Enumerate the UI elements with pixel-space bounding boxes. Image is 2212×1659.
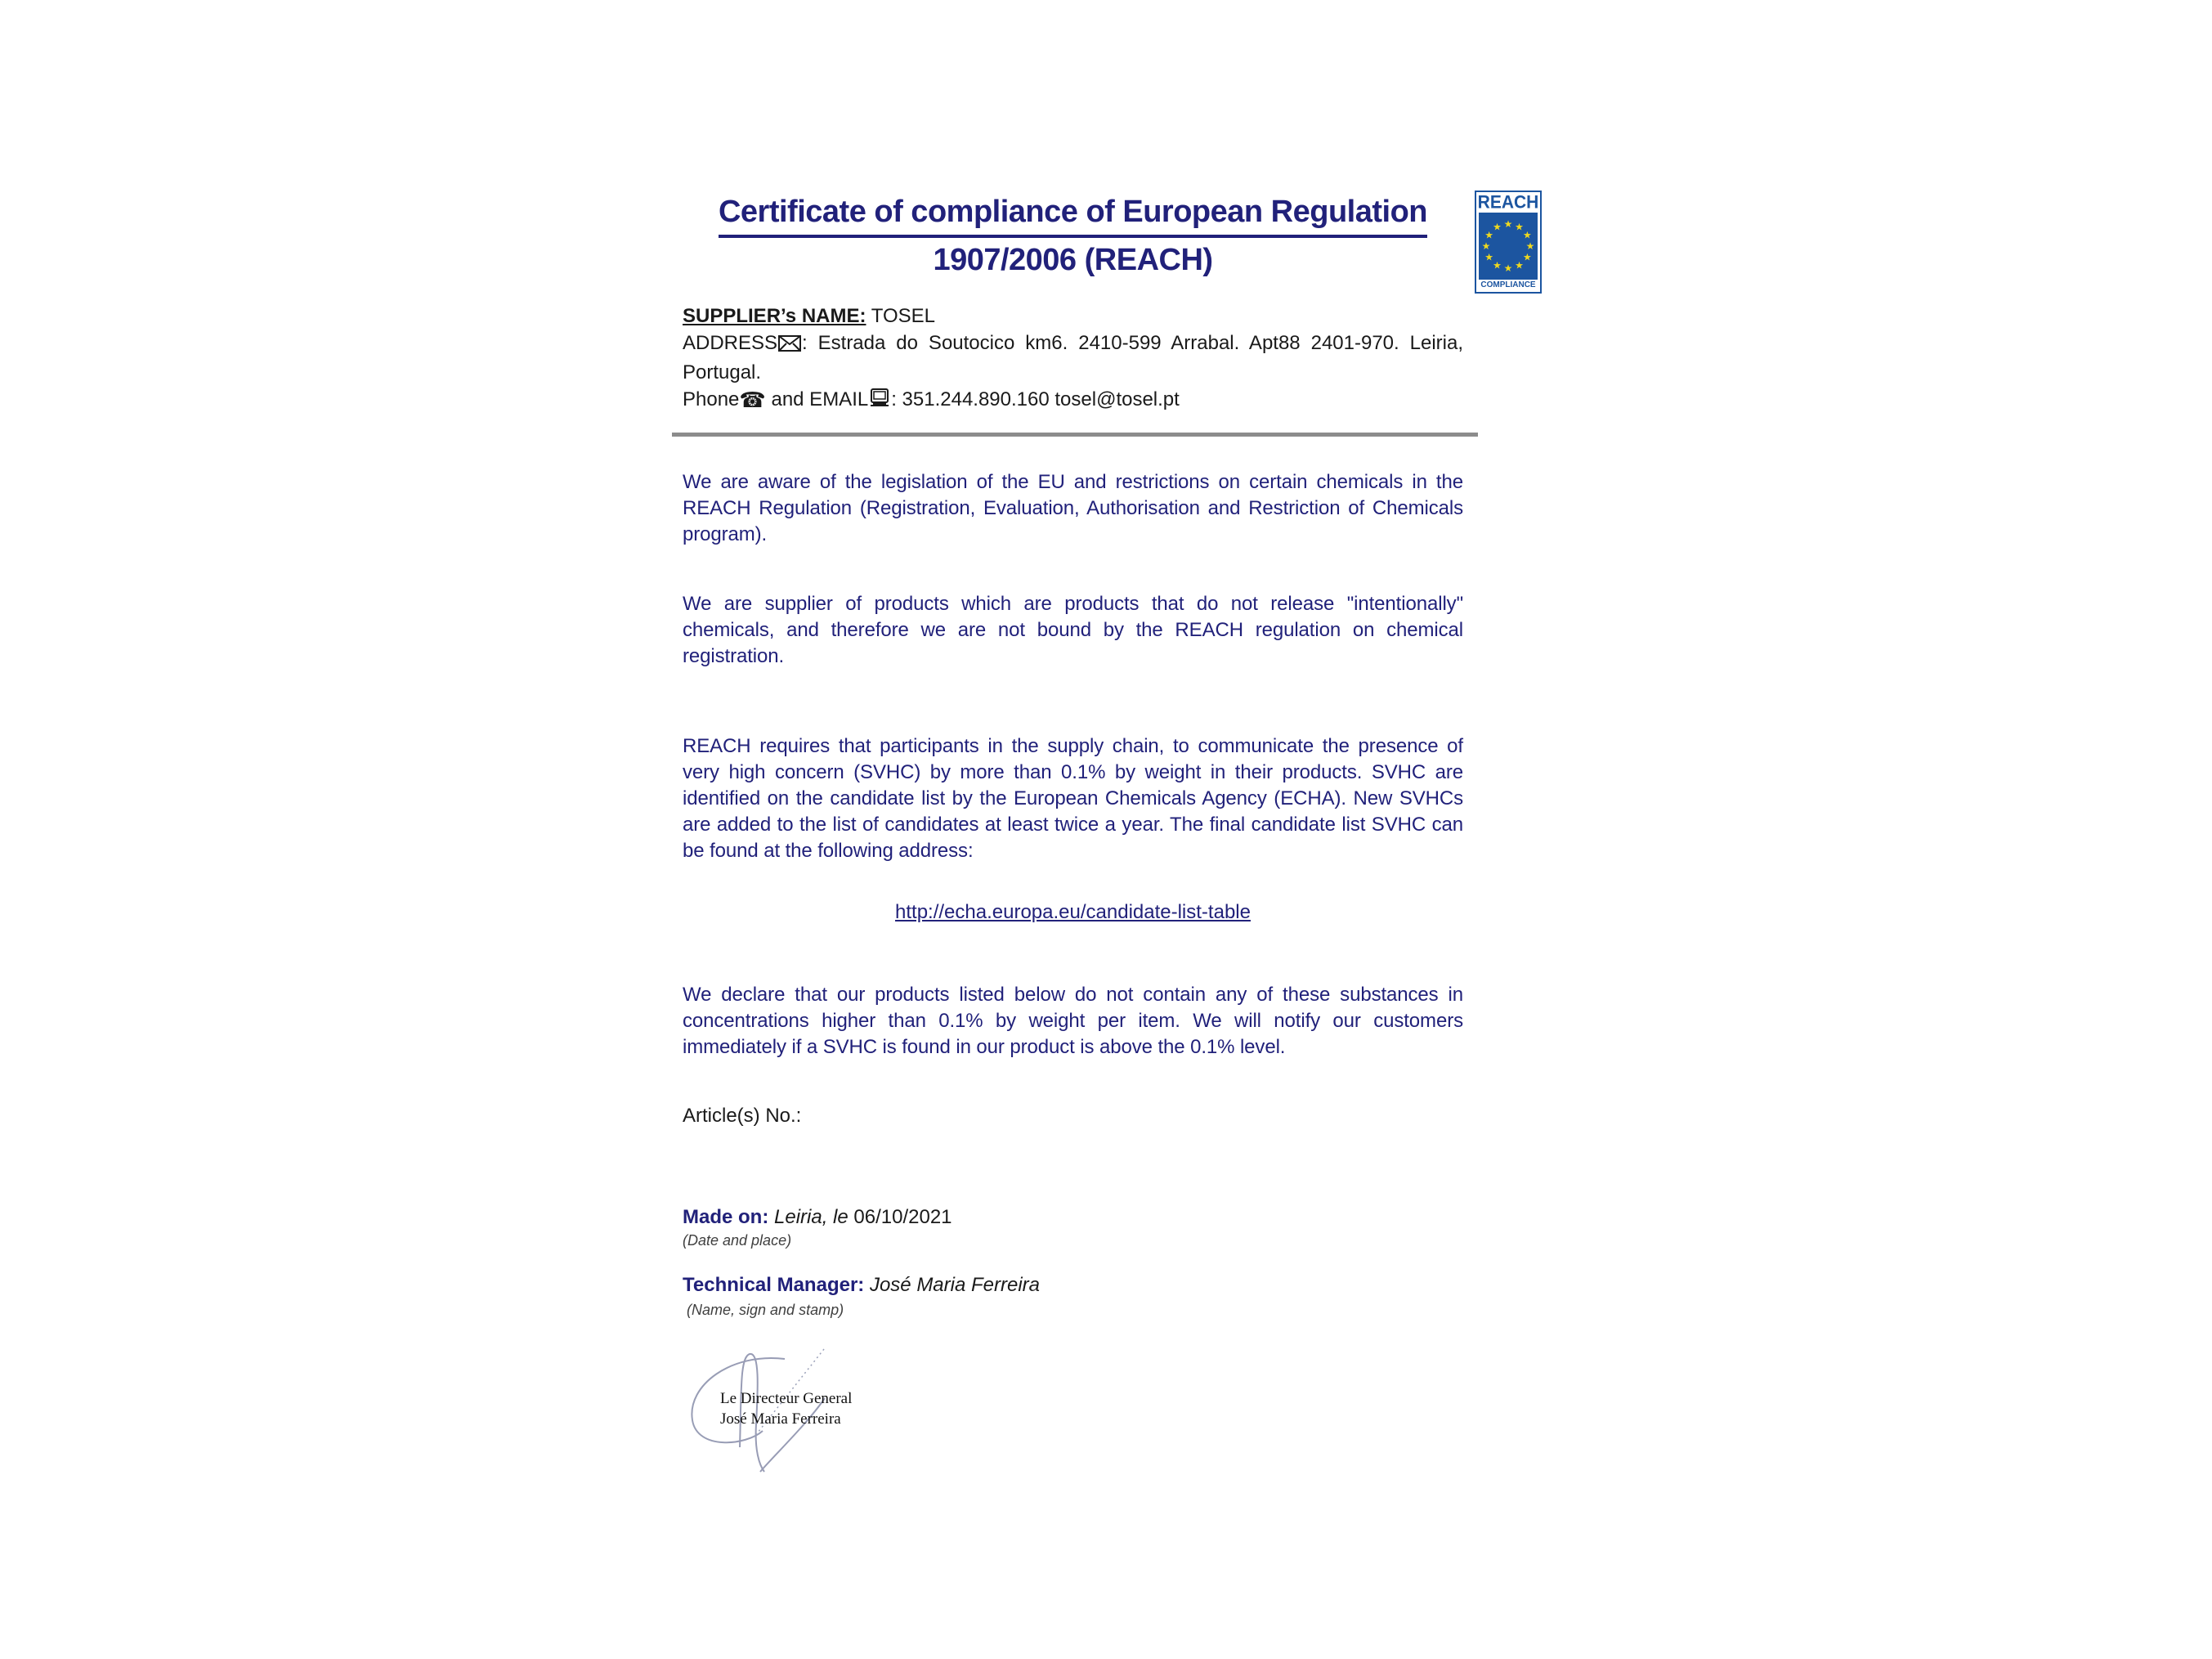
- address-label: ADDRESS: [683, 332, 778, 354]
- star-icon: ★: [1484, 251, 1493, 262]
- phone-email-value: : 351.244.890.160 tosel@tosel.pt: [891, 388, 1180, 410]
- paragraph-awareness: We are aware of the legislation of the EU and restrictions on certain chemicals in the REACH Regulation (Registration, Evaluation, Authorisation and Restriction of Chemicals program).: [683, 471, 1463, 545]
- name-sign-stamp-note: (Name, sign and stamp): [687, 1302, 844, 1318]
- phone-label: Phone: [683, 388, 740, 410]
- page-title: [683, 190, 1463, 282]
- candidate-list-link-row: [683, 901, 1463, 924]
- eu-stars-icon: [1479, 213, 1538, 280]
- made-on-place: Leiria, le: [774, 1206, 849, 1228]
- articles-label: Article(s) No.:: [683, 1105, 802, 1127]
- paragraph-supplier-statement: We are supplier of products which are products that do not release "intentionally" chemicals, and therefore we are not bound by the REACH regulation on chemical registration.: [683, 593, 1463, 667]
- supplier-address-line: [683, 330, 1463, 386]
- paragraph-svhc: REACH requires that participants in the supply chain, to communicate the presence of very high concern (SVHC) by more than 0.1% by weight in their products. SVHC are identified on the candidate list by the European Chemicals Agency (ECHA). New SVHCs are added to the list of candidates at least twice a year. The final candidate list SVHC can be found at the following address:: [683, 735, 1463, 862]
- made-on-label: Made on:: [683, 1206, 769, 1228]
- envelope-icon: [778, 332, 801, 359]
- technical-manager-name: José Maria Ferreira: [869, 1274, 1041, 1296]
- signature-name: José Maria Ferreira: [720, 1410, 841, 1428]
- star-icon: ★: [1525, 240, 1535, 252]
- signature-title: Le Directeur General: [720, 1390, 853, 1407]
- star-icon: ★: [1493, 258, 1502, 271]
- computer-icon: [869, 388, 890, 415]
- star-icon: ★: [1515, 221, 1524, 233]
- paragraph-declaration: We declare that our products listed below do not contain any of these substances in concentrations higher than 0.1% by weight per item. We will notify our customers immediately if a SVHC is found in our product is above the 0.1% level.: [683, 984, 1463, 1058]
- signature-text: [720, 1388, 852, 1429]
- supplier-name-label: SUPPLIER’s NAME:: [683, 305, 866, 327]
- reach-logo-title: REACH: [1477, 192, 1539, 213]
- made-on-line: [683, 1206, 1463, 1229]
- star-icon: ★: [1503, 217, 1513, 230]
- made-on-date: 06/10/2021: [853, 1206, 952, 1228]
- star-icon: ★: [1522, 229, 1532, 240]
- technical-manager-label: Technical Manager:: [683, 1274, 865, 1296]
- email-label: and EMAIL: [771, 388, 869, 410]
- title-line-1: Certificate of compliance of European Regulation: [719, 190, 1427, 238]
- telephone-icon: ☎: [739, 388, 766, 413]
- star-icon: ★: [1493, 221, 1502, 233]
- supplier-name-value: TOSEL: [871, 305, 935, 327]
- star-icon: ★: [1484, 229, 1493, 240]
- technical-manager-line: [683, 1274, 1463, 1297]
- star-icon: ★: [1503, 262, 1513, 274]
- address-value: : Estrada do Soutocico km6. 2410-599 Arrabal. Apt88 2401-970. Leiria, Portugal.: [683, 332, 1463, 383]
- star-icon: ★: [1515, 258, 1524, 271]
- reach-compliance-logo: [1475, 191, 1542, 294]
- supplier-block: [683, 303, 1463, 415]
- star-icon: ★: [1481, 240, 1491, 252]
- supplier-name-line: [683, 303, 1463, 330]
- star-icon: ★: [1522, 251, 1532, 262]
- signature-area: [683, 1343, 1463, 1486]
- title-line-2: 1907/2006 (REACH): [933, 243, 1213, 277]
- supplier-phone-line: [683, 386, 1463, 415]
- candidate-list-link[interactable]: http://echa.europa.eu/candidate-list-table: [895, 901, 1251, 923]
- date-place-note: (Date and place): [683, 1232, 792, 1249]
- reach-logo-subtitle: COMPLIANCE: [1480, 280, 1536, 289]
- horizontal-divider: [672, 433, 1478, 437]
